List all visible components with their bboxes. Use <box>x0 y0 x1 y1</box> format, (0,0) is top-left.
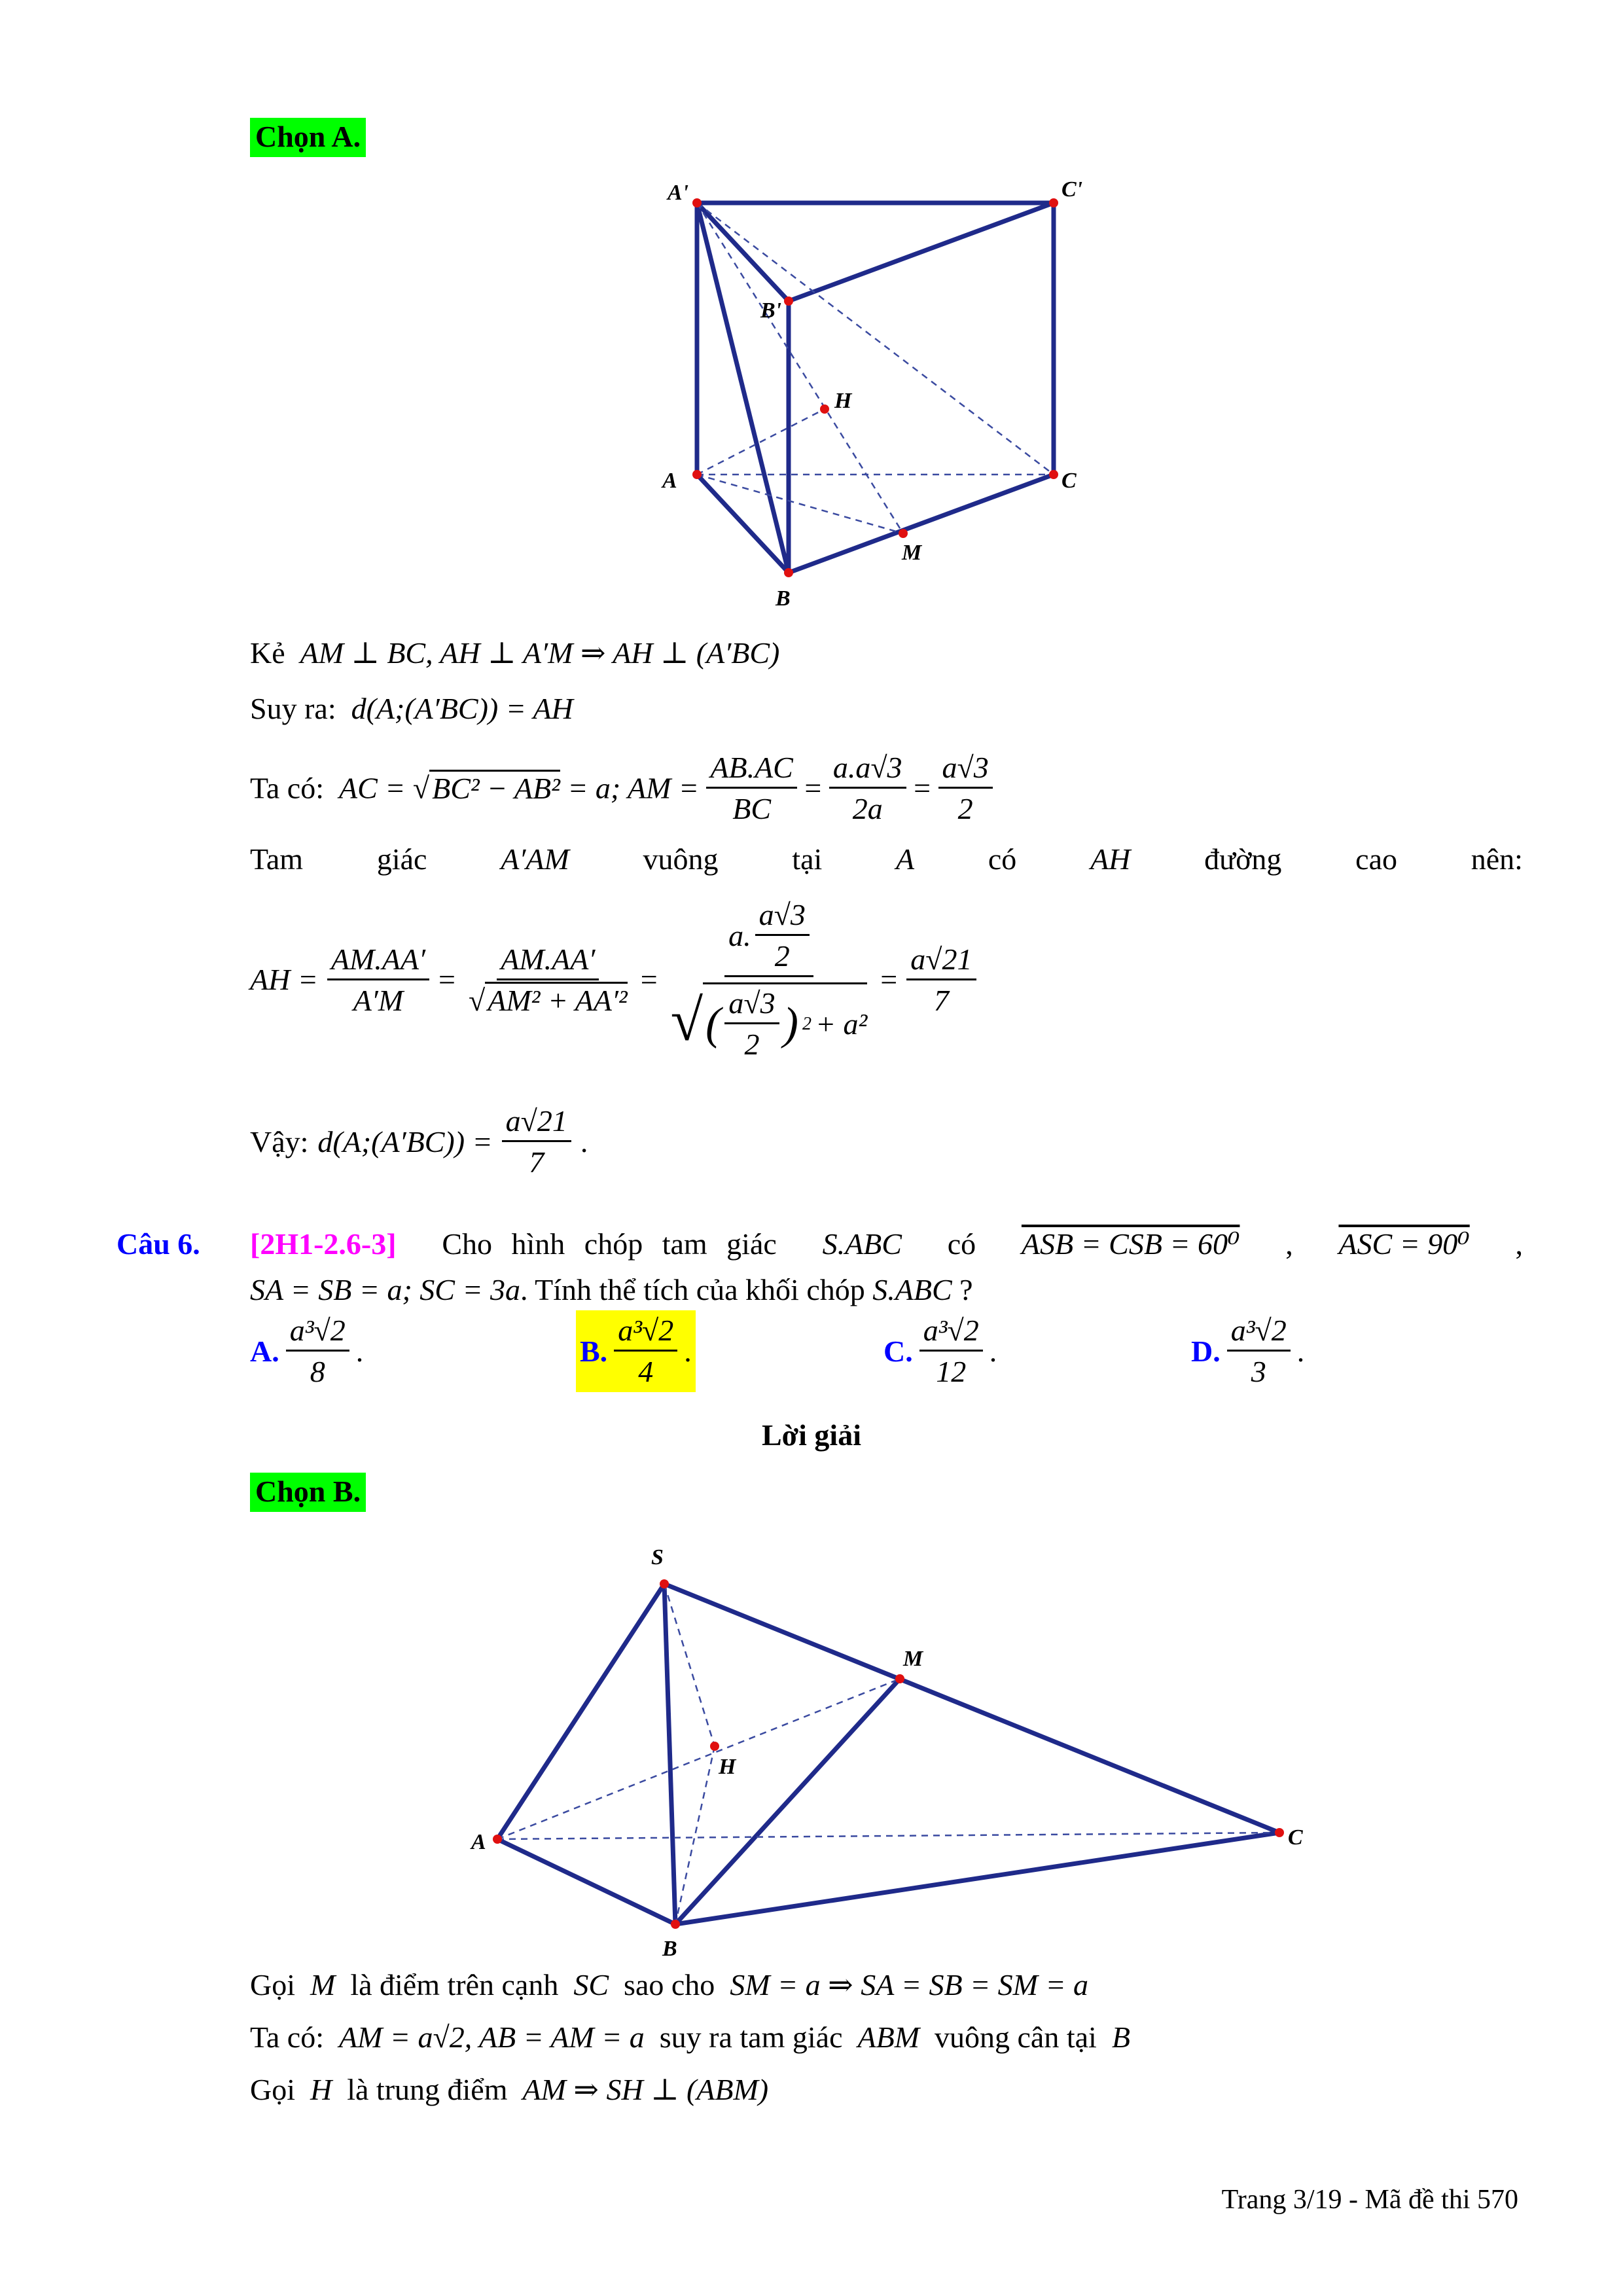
label-c: C <box>1061 469 1077 493</box>
sol2-line1: Gọi M là điểm trên cạnh SC sao cho SM = a ⇒ SA = SB = SM = a <box>250 1968 1089 2001</box>
prism-figure <box>648 167 1132 619</box>
label-a-prime: A' <box>668 181 689 205</box>
label-m: M <box>902 541 922 565</box>
label-m2: M <box>903 1647 923 1671</box>
sol1-conclusion: Vậy: d(A;(A′BC)) = $\frac{a√21}{7}$ . <box>250 1104 588 1179</box>
sol1-line1: Kẻ AM ⊥ BC, AH ⊥ A′M ⇒ AH ⊥ (A′BC) <box>250 636 780 670</box>
sol1-line3: Ta có: AC = √BC² − AB² = a; AM = $\frac{AB.AC}{BC}$ = $\frac{a.a√3}{2a}$ = $\frac{a√3}{2}$ <box>250 753 993 824</box>
label-b-prime: B' <box>760 298 782 323</box>
question-6-line1: [2H1-2.6-3] Cho hình chóp tam giác S.ABC có ASB = CSB = 60⁰ , ASC = 90⁰ , <box>250 1227 1523 1261</box>
option-d[interactable]: D. $\frac{\text{a³√2}}{3}$ . <box>1191 1314 1305 1388</box>
question-6-label: Câu 6. <box>116 1227 200 1261</box>
label-c-prime: C' <box>1061 177 1083 202</box>
label-s: S <box>651 1545 664 1570</box>
solution-title: Lời giải <box>762 1418 861 1452</box>
label-b: B <box>776 586 791 611</box>
label-a2: A <box>471 1830 486 1854</box>
page-footer: Trang 3/19 - Mã đề thi 570 <box>1221 2185 1518 2215</box>
label-b2: B <box>662 1937 677 1957</box>
sol2-line3: Gọi H là trung điểm AM ⇒ SH ⊥ (ABM) <box>250 2073 769 2106</box>
label-c2: C <box>1288 1825 1303 1850</box>
option-c[interactable]: C. $\frac{\text{a³√2}}{12}$ . <box>883 1314 997 1388</box>
sol1-line4: Tam giác A′AM vuông tại A có AH đường cao nên: <box>250 842 1523 876</box>
label-a: A <box>662 469 677 493</box>
option-a[interactable]: A. $\frac{\text{a³√2}}{8}$ . <box>250 1314 364 1388</box>
choose-a-badge: Chọn A. <box>250 118 366 157</box>
ah-formula: AH = $\frac{AM.AA'}{A'M}$ = $\frac{AM.AA'}{\text{√AM² + AA′²}}$ = a. $\frac{a√3}{2}$ √ ( $\frac{a√3}{2}$ ) 2 + a² = $\frac{a√21}{7}$ <box>250 900 976 1060</box>
pyramid-figure <box>458 1532 1335 1957</box>
option-b[interactable]: B. $\frac{\text{a³√2}}{4}$ . <box>576 1310 696 1392</box>
sol2-line2: Ta có: AM = a√2, AB = AM = a suy ra tam giác ABM vuông cân tại B <box>250 2020 1130 2054</box>
label-h: H <box>834 389 852 413</box>
sol1-line2: Suy ra: d(A;(A′BC)) = AH <box>250 692 573 725</box>
label-h2: H <box>719 1755 736 1779</box>
question-6-line2: SA = SB = a; SC = 3a. Tính thể tích của khối chóp S.ABC ? <box>250 1273 973 1306</box>
choose-b-badge: Chọn B. <box>250 1473 366 1512</box>
